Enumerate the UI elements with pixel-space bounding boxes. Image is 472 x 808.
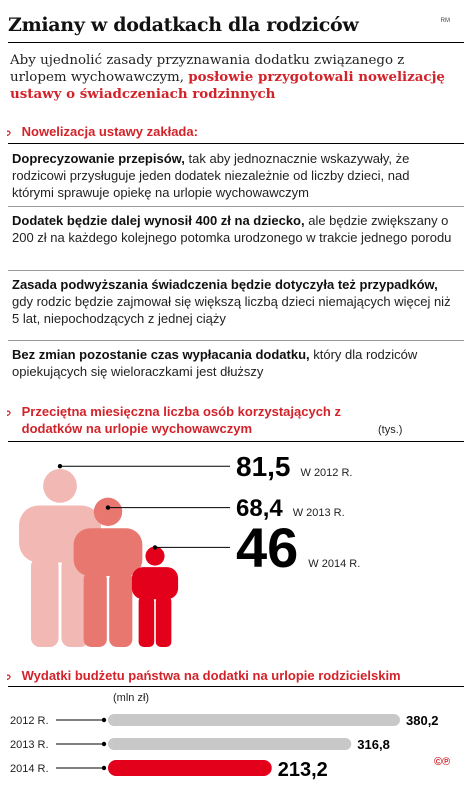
chart1-labels (236, 451, 360, 579)
chart2-unit: (mln zł) (113, 692, 150, 704)
section-heading-text: Nowelizacja ustawy zakłada: (21, 124, 198, 139)
chart1-heading (6, 403, 392, 437)
value-label: 46 (236, 516, 299, 579)
category-label: 2014 R. (10, 763, 49, 775)
person-head (94, 498, 122, 526)
bullet-icon: :› (6, 671, 10, 683)
person-leg (156, 596, 172, 647)
chart2-heading (6, 668, 401, 683)
lead-text: Aby ujednolić zasady przyznawania dodatku związanego z urlopem wychowawczym, (10, 53, 405, 85)
leader-dot (102, 766, 106, 770)
item-text: gdy rodzic będzie zajmował się większą liczbą dzieci niemających więcej niż 5 lat, niepochodzących z jednej ciąży (12, 294, 451, 326)
chart2-bars (10, 713, 439, 781)
bullet-icon: :› (6, 127, 10, 139)
section-heading-amendment (6, 124, 198, 139)
item-text: ale będzie zwiększany o 200 zł na każdego kolejnego potomka urodzonego w trakcie jednego porodu (12, 213, 452, 245)
person-head (43, 469, 77, 503)
item-text: tak aby jednoznacznie wskazywały, że rodzicowi przysługuje jeden dodatek niezależnie od liczby dzieci, nad którymi sprawuje opiekę na urlopie wychowawczym (12, 151, 410, 200)
list-item (12, 346, 452, 380)
item-bold: Doprecyzowanie przepisów, (12, 151, 185, 166)
value-label: 81,5 (236, 451, 291, 482)
year-label: W 2014 R. (308, 558, 361, 570)
person-torso (132, 567, 178, 599)
bar (108, 760, 272, 776)
lead-highlight: posłowie przygotowali nowelizację ustawy o świadczeniach rodzinnych (10, 69, 445, 102)
list-item (12, 150, 452, 201)
item-divider (8, 340, 464, 341)
page-title: Zmiany w dodatkach dla rodziców (8, 14, 359, 36)
person-torso (74, 528, 143, 576)
person-leg (31, 557, 59, 647)
year-label: W 2012 R. (300, 467, 353, 479)
chart1-title: Przeciętna miesięczna liczba osób korzystających z dodatków na urlopie wychowawczym (21, 404, 341, 436)
person-leg (109, 572, 132, 647)
item-bold: Bez zmian pozostanie czas wypłacania dodatku, (12, 347, 310, 362)
bullet-icon: :› (6, 407, 10, 419)
item-divider (8, 206, 464, 207)
leader-dot (102, 742, 106, 746)
section-divider (8, 143, 464, 144)
value-label: 68,4 (236, 495, 283, 522)
copyright-mark: ©℗ (434, 756, 451, 768)
author-credit: RM (440, 18, 450, 24)
leader-dot (102, 718, 106, 722)
section-divider (8, 686, 464, 687)
item-divider (8, 270, 464, 271)
people-figures (19, 469, 178, 647)
budget-bar-chart (0, 700, 472, 800)
chart2-title: Wydatki budżetu państwa na dodatki na urlopie rodzicielskim (21, 668, 401, 683)
title-divider (8, 42, 464, 43)
item-text: który dla rodziców opiekujących się wieloraczkami jest dłuższy (12, 347, 418, 379)
chart1-unit: (tys.) (378, 424, 403, 436)
lead-paragraph (10, 52, 450, 103)
family-figures-chart (0, 442, 472, 667)
item-bold: Dodatek będzie dalej wynosił 400 zł na dziecko, (12, 213, 305, 228)
item-bold: Zasada podwyższania świadczenia będzie dotyczyła też przypadków, (12, 277, 438, 292)
category-label: 2013 R. (10, 739, 49, 751)
list-item (12, 212, 452, 246)
list-item (12, 276, 452, 327)
category-label: 2012 R. (10, 715, 49, 727)
person-leg (139, 596, 155, 647)
value-label: 213,2 (277, 759, 328, 781)
person-leg (84, 572, 107, 647)
bar (108, 714, 400, 726)
year-label: W 2013 R. (292, 507, 345, 519)
value-label: 316,8 (357, 737, 390, 752)
value-label: 380,2 (406, 713, 439, 728)
bar (108, 738, 351, 750)
